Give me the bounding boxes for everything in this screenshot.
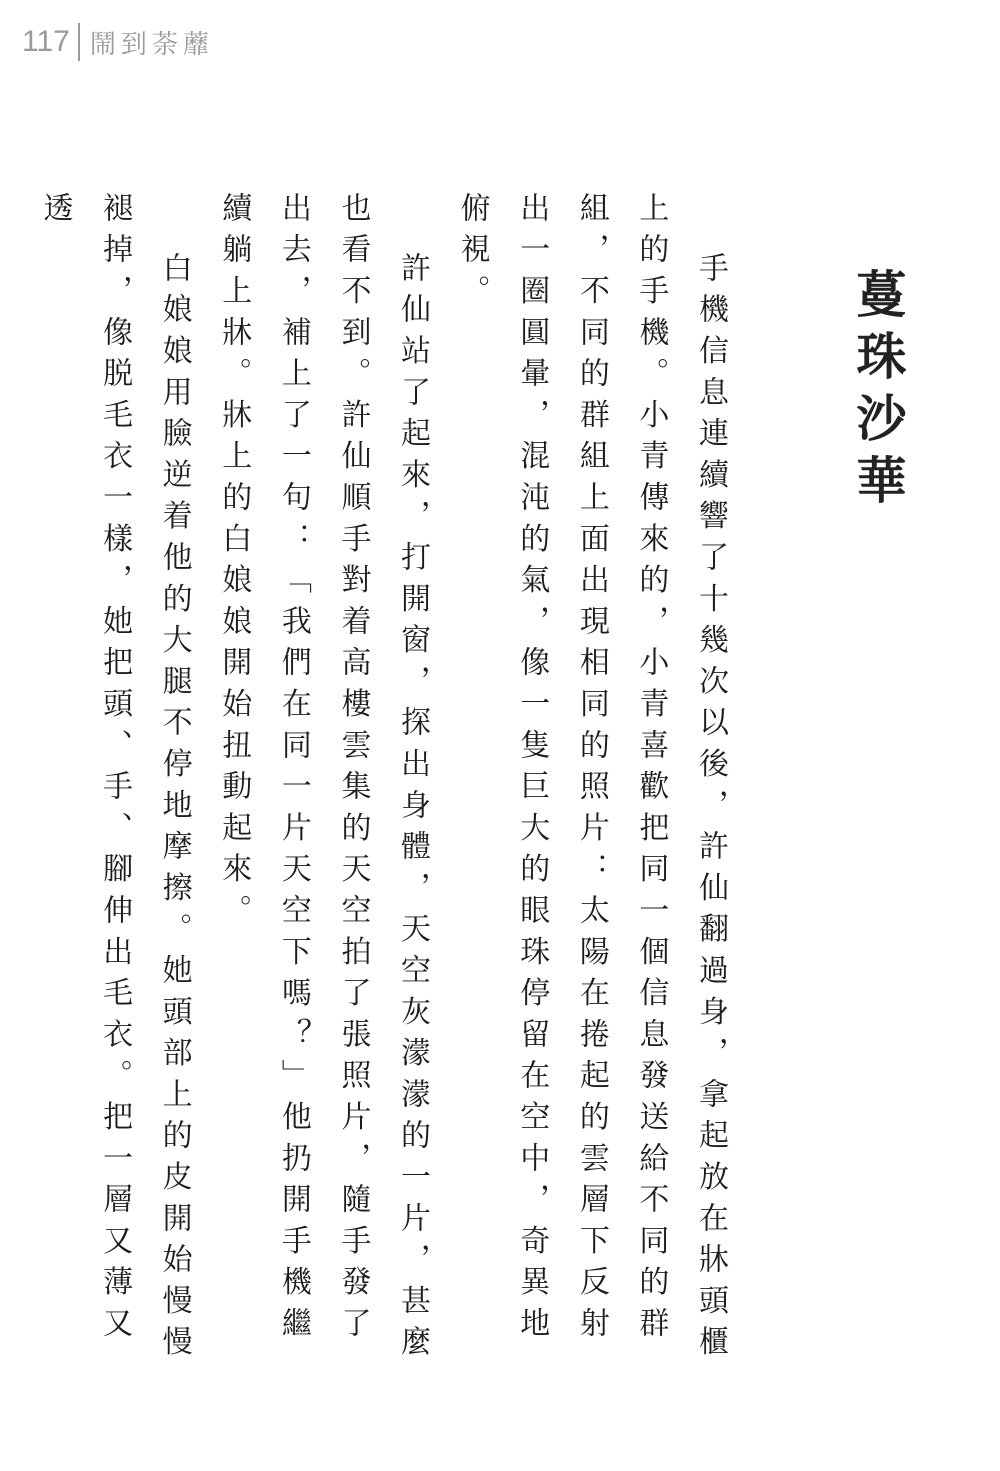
chapter-title: 蔓珠沙華 [848,268,908,516]
header-divider [78,23,80,61]
paragraph: 白娘娘用臉逆着他的大腿不停地摩擦。她頭部上的皮開始慢慢褪掉，像脱毛衣一樣，她把頭、手、腳伸出毛衣。把一層又薄又透 [37,192,192,1368]
paragraph: 手機信息連續響了十幾次以後，許仙翻過身，拿起放在牀頭櫃上的手機。小青傳來的，小青喜歡把同一個信息發送給不同的群組，不同的群組上面出現相同的照片：太陽在捲起的雲層下反射出一圈圓暈，混沌的氣，像一隻巨大的眼珠停留在空中，奇異地俯視。 [454,192,728,1368]
page-header [22,20,214,64]
book-title: 鬧到荼蘼 [89,29,214,60]
page-number: 117 [22,25,70,58]
body-text [25,192,740,1372]
paragraph: 許仙站了起來，打開窗，探出身體，天空灰濛濛的一片，甚麼也看不到。許仙順手對着高樓雲集的天空拍了張照片，隨手發了出去，補上了一句：「我們在同一片天空下嗎？」他扔開手機繼續躺上牀。牀上的白娘娘開始扭動起來。 [216,192,431,1368]
